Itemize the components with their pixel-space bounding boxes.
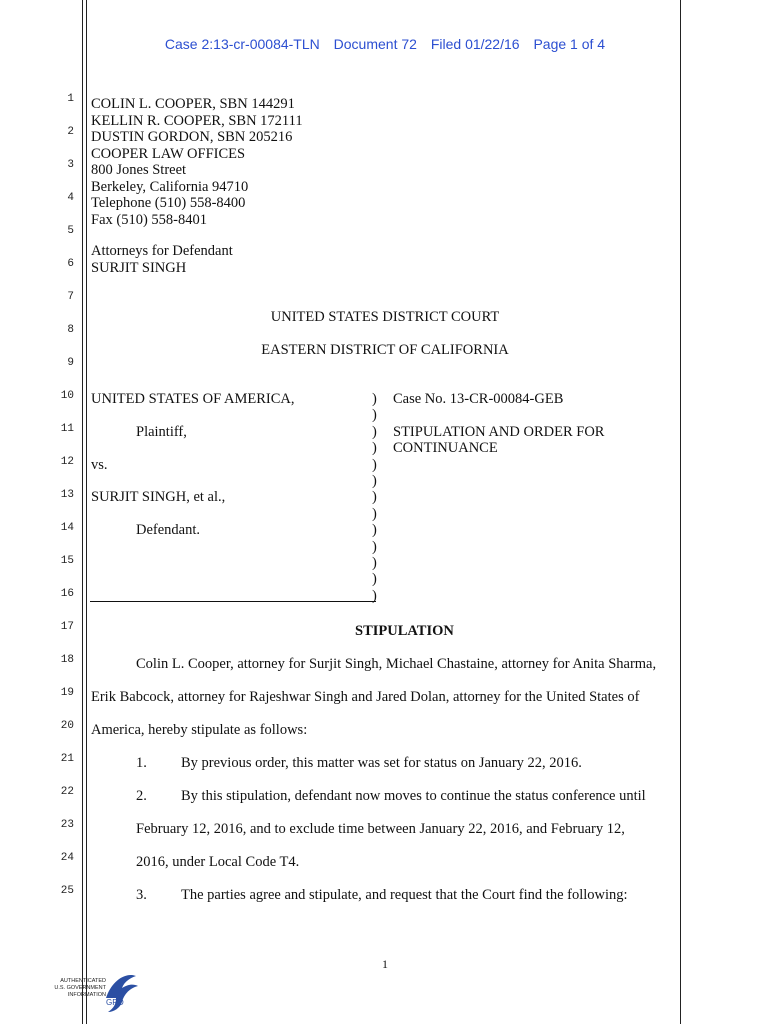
line-number: 2 xyxy=(67,126,74,138)
gpo-authentication-seal xyxy=(44,968,134,1016)
caption-parentheses xyxy=(372,391,377,604)
item-continuation: 2016, under Local Code T4. xyxy=(136,854,300,870)
line-number: 9 xyxy=(67,357,74,369)
line-number: 23 xyxy=(60,819,74,831)
line-number: 6 xyxy=(67,258,74,270)
gpo-line: U.S. GOVERNMENT xyxy=(54,985,106,991)
caption-paren: ) xyxy=(372,587,377,604)
item-continuation: February 12, 2016, and to exclude time between January 22, 2016, and February 12, xyxy=(136,821,625,837)
line-number: 22 xyxy=(60,786,74,798)
attorney-line: COLIN L. COOPER, SBN 144291 xyxy=(91,96,295,112)
line-number: 18 xyxy=(60,654,74,666)
caption-paren: ) xyxy=(372,489,377,506)
item-text: By previous order, this matter was set for status on January 22, 2016. xyxy=(181,755,582,771)
item-number: 2. xyxy=(136,788,147,804)
right-margin-rule xyxy=(680,0,681,1024)
line-number: 21 xyxy=(60,753,74,765)
item-number: 1. xyxy=(136,755,147,771)
line-number: 1 xyxy=(67,93,74,105)
eagle-icon xyxy=(102,968,142,1014)
line-number: 7 xyxy=(67,291,74,303)
line-number: 19 xyxy=(60,687,74,699)
intro-line-3: America, hereby stipulate as follows: xyxy=(91,722,308,738)
intro-line-1: Colin L. Cooper, attorney for Surjit Singh, Michael Chastaine, attorney for Anita Sharma, xyxy=(136,656,657,672)
line-number: 3 xyxy=(67,159,74,171)
gpo-line: AUTHENTICATED xyxy=(60,978,106,984)
caption-paren: ) xyxy=(372,571,377,588)
stipulation-heading: STIPULATION xyxy=(355,623,454,639)
attorneys-for-line: SURJIT SINGH xyxy=(91,259,187,276)
document-title-line1: STIPULATION AND ORDER FOR xyxy=(393,424,605,440)
caption-paren: ) xyxy=(372,391,377,407)
court-name: UNITED STATES DISTRICT COURT xyxy=(270,309,500,325)
case-number: Case No. 13-CR-00084-GEB xyxy=(393,391,564,407)
line-number: 16 xyxy=(60,588,74,600)
attorney-line: COOPER LAW OFFICES xyxy=(91,145,246,162)
line-number: 8 xyxy=(67,324,74,336)
caption-vs: vs. xyxy=(91,457,108,473)
caption-paren: ) xyxy=(372,407,377,424)
left-margin-rule-double xyxy=(86,0,87,1024)
caption-defendant-role: Defendant. xyxy=(136,522,201,538)
line-number: 20 xyxy=(60,720,74,732)
header-case: Case 2:13-cr-00084-TLN xyxy=(164,36,320,52)
caption-plaintiff-role: Plaintiff, xyxy=(136,424,187,440)
header-document: Document 72 xyxy=(333,36,417,52)
court-district: EASTERN DISTRICT OF CALIFORNIA xyxy=(261,342,509,358)
page-number: 1 xyxy=(382,957,388,971)
document-title-line2: CONTINUANCE xyxy=(393,440,498,456)
item-number: 3. xyxy=(136,887,147,903)
line-number: 12 xyxy=(60,456,74,468)
line-number: 11 xyxy=(60,423,74,435)
caption-paren: ) xyxy=(372,440,377,457)
attorneys-for xyxy=(91,243,233,276)
header-filed: Filed 01/22/16 xyxy=(430,36,520,52)
header-page: Page 1 of 4 xyxy=(533,36,606,52)
caption-defendant: SURJIT SINGH, et al., xyxy=(91,489,226,505)
gpo-seal-text xyxy=(44,978,106,999)
attorneys-for-line: Attorneys for Defendant xyxy=(91,243,233,259)
intro-line-2: Erik Babcock, attorney for Rajeshwar Singh and Jared Dolan, attorney for the United States of xyxy=(91,689,640,705)
attorney-block xyxy=(91,96,303,228)
gpo-word: GPO xyxy=(106,998,124,1007)
line-number: 5 xyxy=(67,225,74,237)
filing-header xyxy=(0,36,770,52)
line-number: 4 xyxy=(67,192,74,204)
line-number: 25 xyxy=(60,885,74,897)
attorney-line: 800 Jones Street xyxy=(91,162,187,178)
caption-underline xyxy=(90,601,376,602)
attorney-line: Telephone (510) 558-8400 xyxy=(91,195,246,211)
caption-paren: ) xyxy=(372,538,377,555)
line-number: 17 xyxy=(60,621,74,633)
attorney-line: DUSTIN GORDON, SBN 205216 xyxy=(91,129,293,145)
caption-paren: ) xyxy=(372,472,377,489)
caption-paren: ) xyxy=(372,554,377,571)
item-text: By this stipulation, defendant now moves to continue the status conference until xyxy=(181,788,646,804)
line-number: 15 xyxy=(60,555,74,567)
item-text: The parties agree and stipulate, and request that the Court find the following: xyxy=(181,887,628,903)
caption-plaintiff: UNITED STATES OF AMERICA, xyxy=(91,391,295,407)
caption-paren: ) xyxy=(372,456,377,473)
left-margin-rule xyxy=(82,0,83,1024)
caption-paren: ) xyxy=(372,423,377,440)
gpo-line: INFORMATION xyxy=(67,992,106,998)
attorney-line: KELLIN R. COOPER, SBN 172111 xyxy=(91,112,303,129)
line-number: 14 xyxy=(60,522,74,534)
attorney-line: Berkeley, California 94710 xyxy=(91,178,249,195)
caption-paren: ) xyxy=(372,505,377,522)
attorney-line: Fax (510) 558-8401 xyxy=(91,211,207,228)
line-number: 13 xyxy=(60,489,74,501)
line-number: 10 xyxy=(60,390,74,402)
line-number: 24 xyxy=(60,852,74,864)
caption-paren: ) xyxy=(372,522,377,539)
